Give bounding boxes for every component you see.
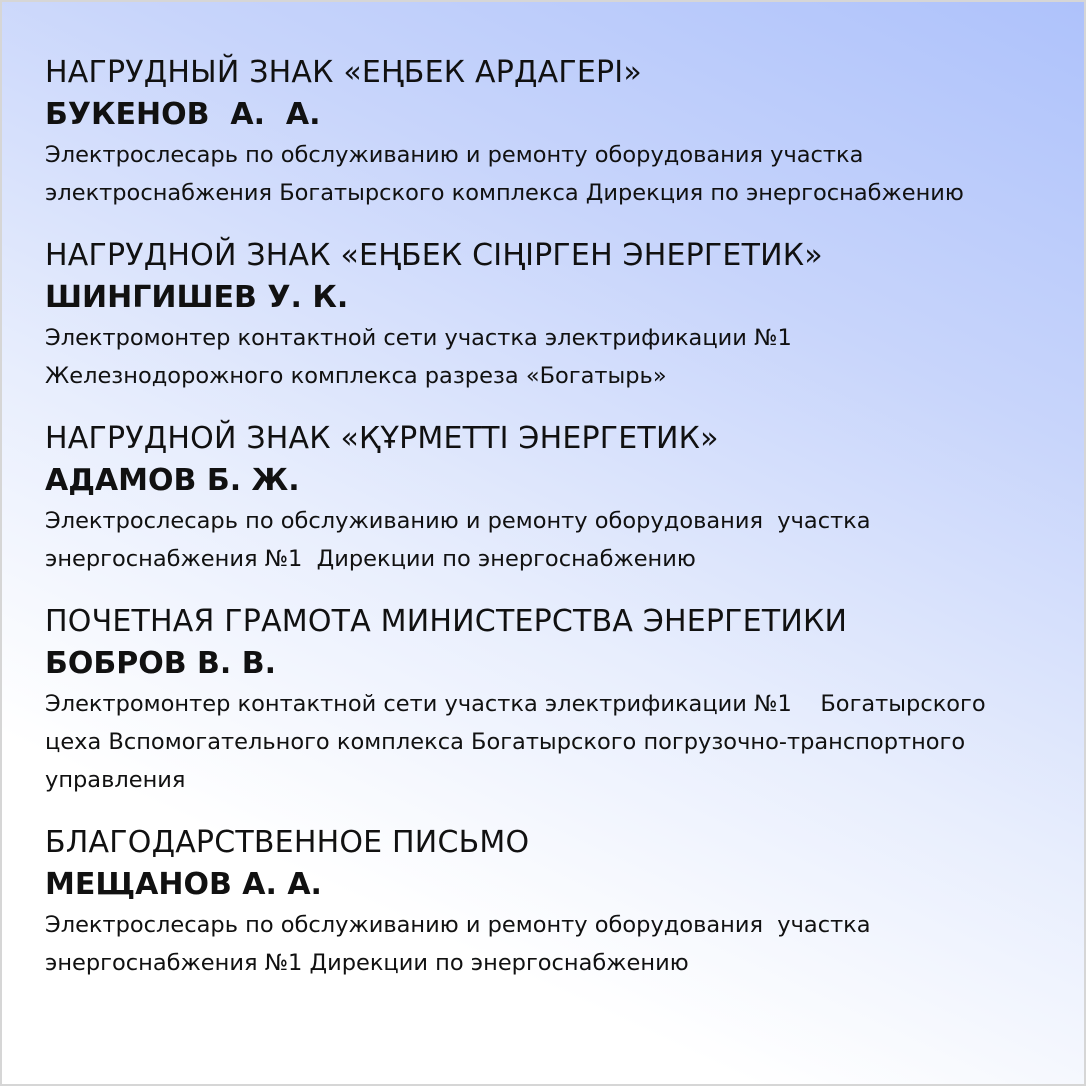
position-line: энергоснабжения №1 Дирекции по энергоснабжению (45, 546, 696, 572)
position-line: Электромонтер контактной сети участка электрификации №1 Богатырского (45, 691, 986, 717)
recipient-name: ШИНГИШЕВ У. К. (45, 280, 349, 315)
award-entry (45, 235, 1055, 395)
award-title: ПОЧЕТНАЯ ГРАМОТА МИНИСТЕРСТВА ЭНЕРГЕТИКИ (45, 604, 848, 639)
award-entry (45, 52, 1055, 212)
recipient-name: МЕЩАНОВ А. А. (45, 867, 322, 902)
position-line: Электрослесарь по обслуживанию и ремонту оборудования участка (45, 142, 864, 168)
recipient-position (45, 685, 1055, 799)
award-list (45, 52, 1055, 982)
recipient-name: АДАМОВ Б. Ж. (45, 463, 300, 498)
recipient-position (45, 906, 1055, 982)
recipient-name: БОБРОВ В. В. (45, 646, 277, 681)
recipient-position (45, 502, 1055, 578)
award-entry (45, 601, 1055, 799)
position-line: электроснабжения Богатырского комплекса Дирекция по энергоснабжению (45, 180, 964, 206)
award-title: НАГРУДНЫЙ ЗНАК «ЕҢБЕК АРДАГЕРІ» (45, 55, 642, 90)
position-line: Электрослесарь по обслуживанию и ремонту оборудования участка (45, 508, 871, 534)
position-line: управления (45, 767, 186, 793)
position-line: цеха Вспомогательного комплекса Богатырского погрузочно-транспортного (45, 729, 966, 755)
award-entry (45, 822, 1055, 982)
award-title: НАГРУДНОЙ ЗНАК «ЕҢБЕК СІҢІРГЕН ЭНЕРГЕТИК» (45, 238, 823, 273)
position-line: Электромонтер контактной сети участка электрификации №1 (45, 325, 792, 351)
position-line: энергоснабжения №1 Дирекции по энергоснабжению (45, 950, 689, 976)
recipient-position (45, 136, 1055, 212)
award-title: БЛАГОДАРСТВЕННОЕ ПИСЬМО (45, 825, 530, 860)
award-entry (45, 418, 1055, 578)
recipient-name: БУКЕНОВ А. А. (45, 97, 321, 132)
position-line: Электрослесарь по обслуживанию и ремонту оборудования участка (45, 912, 871, 938)
position-line: Железнодорожного комплекса разреза «Богатырь» (45, 363, 667, 389)
recipient-position (45, 319, 1055, 395)
award-title: НАГРУДНОЙ ЗНАК «ҚҰРМЕТТІ ЭНЕРГЕТИК» (45, 421, 719, 456)
